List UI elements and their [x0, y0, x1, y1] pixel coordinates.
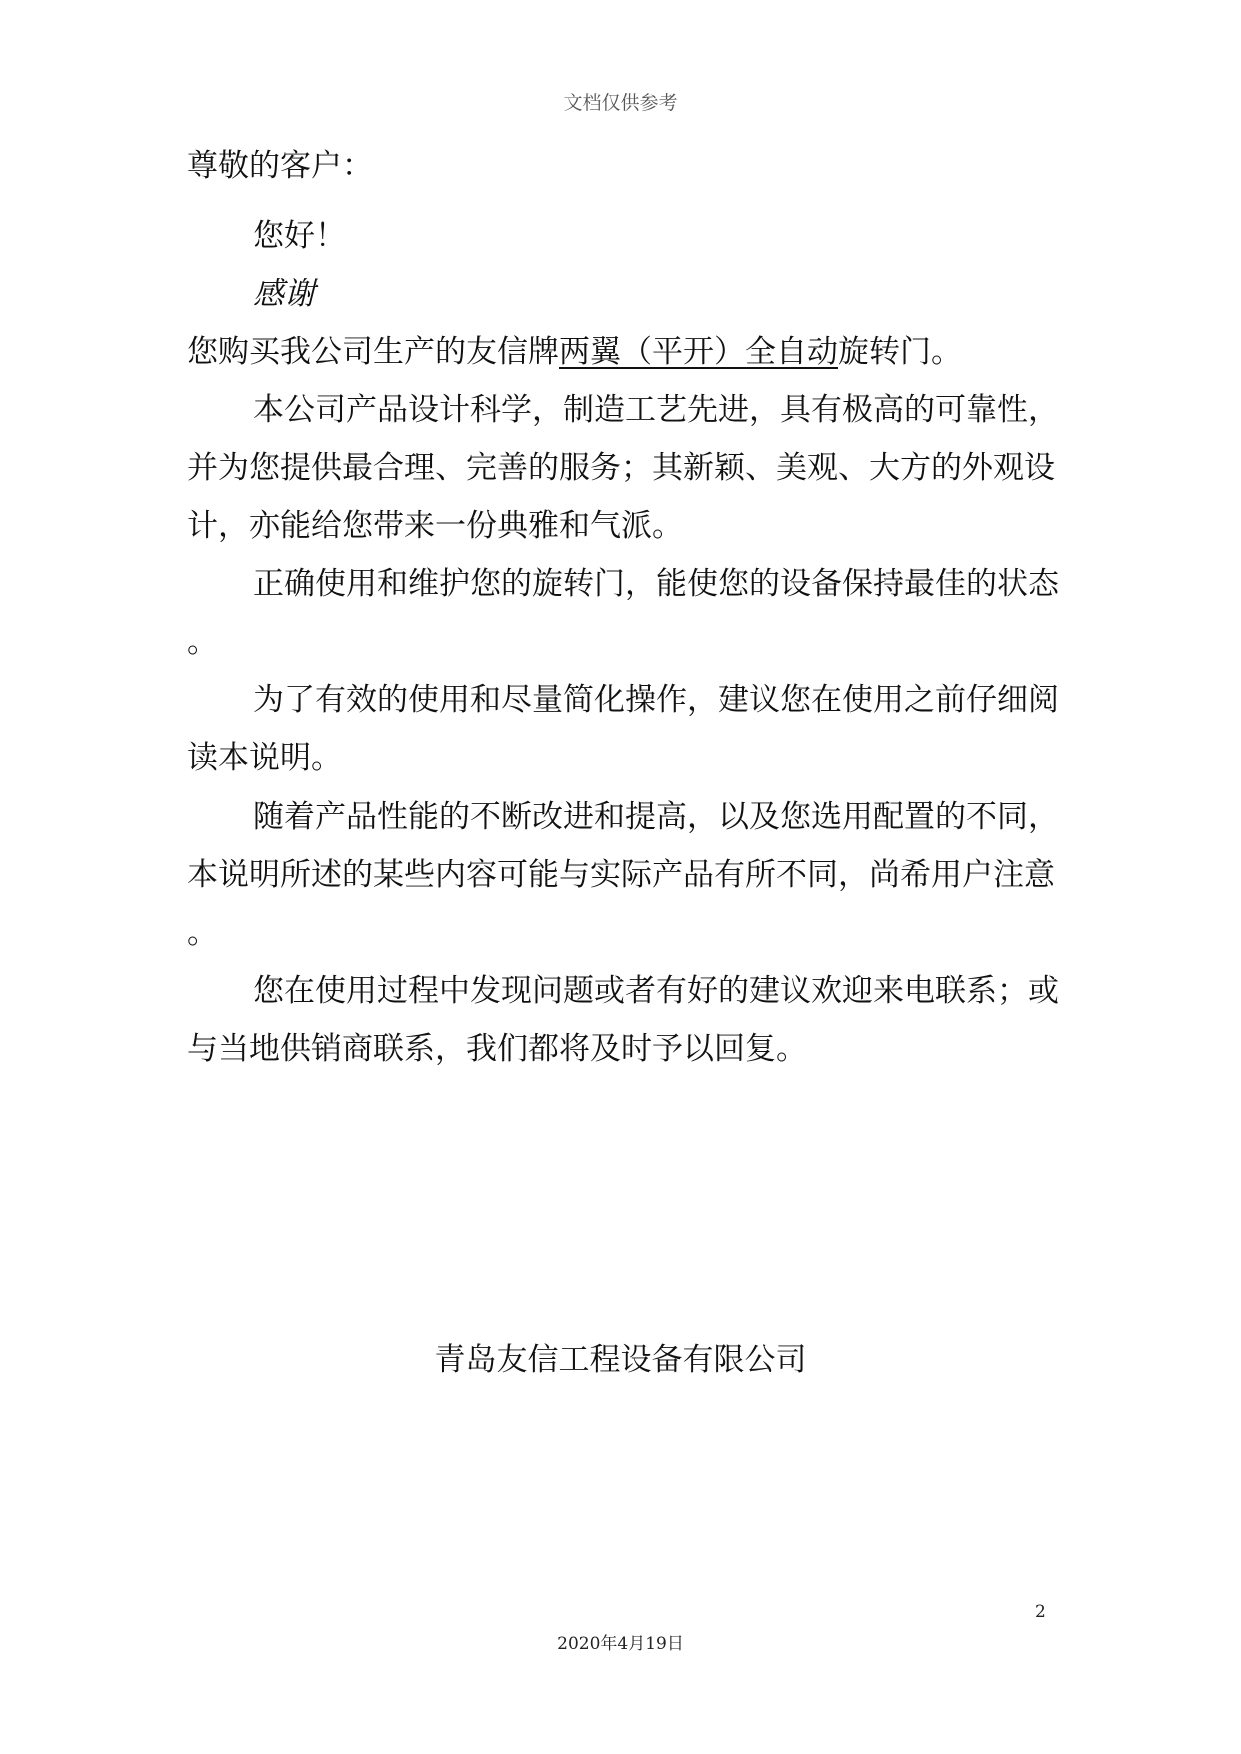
page-number: 2	[1035, 1602, 1046, 1622]
paragraph-5-line-1: 您在使用过程中发现问题或者有好的建议欢迎来电联系；或	[253, 973, 1059, 1009]
paragraph-4-line-3: 。	[187, 915, 218, 951]
footer-date: 2020年4月19日	[557, 1634, 684, 1654]
paragraph-1-line-1: 本公司产品设计科学，制造工艺先进，具有极高的可靠性，	[253, 392, 1059, 428]
purchase-line	[187, 332, 962, 372]
salutation: 尊敬的客户：	[187, 148, 373, 184]
product-name: 两翼（平开）全自动	[559, 334, 838, 370]
paragraph-5-line-2: 与当地供销商联系，我们都将及时予以回复。	[187, 1031, 807, 1067]
greeting: 您好！	[253, 218, 346, 254]
paragraph-1-line-2: 并为您提供最合理、完善的服务；其新颖、美观、大方的外观设	[187, 450, 1055, 486]
paragraph-4-line-1: 随着产品性能的不断改进和提高，以及您选用配置的不同，	[253, 799, 1059, 835]
paragraph-2-line-1: 正确使用和维护您的旋转门，能使您的设备保持最佳的状态	[253, 566, 1059, 602]
thanks-text: 感谢	[253, 276, 315, 312]
paragraph-3-line-1: 为了有效的使用和尽量简化操作，建议您在使用之前仔细阅	[253, 682, 1059, 718]
purchase-text-post: 旋转门。	[838, 334, 962, 370]
paragraph-4-line-2: 本说明所述的某些内容可能与实际产品有所不同，尚希用户注意	[187, 857, 1055, 893]
paragraph-2-line-2: 。	[187, 624, 218, 660]
company-name: 青岛友信工程设备有限公司	[434, 1342, 807, 1378]
paragraph-3-line-2: 读本说明。	[187, 740, 342, 776]
purchase-text-pre: 您购买我公司生产的友信牌	[187, 334, 559, 370]
paragraph-1-line-3: 计，亦能给您带来一份典雅和气派。	[187, 508, 683, 544]
header-note: 文档仅供参考	[563, 92, 678, 114]
